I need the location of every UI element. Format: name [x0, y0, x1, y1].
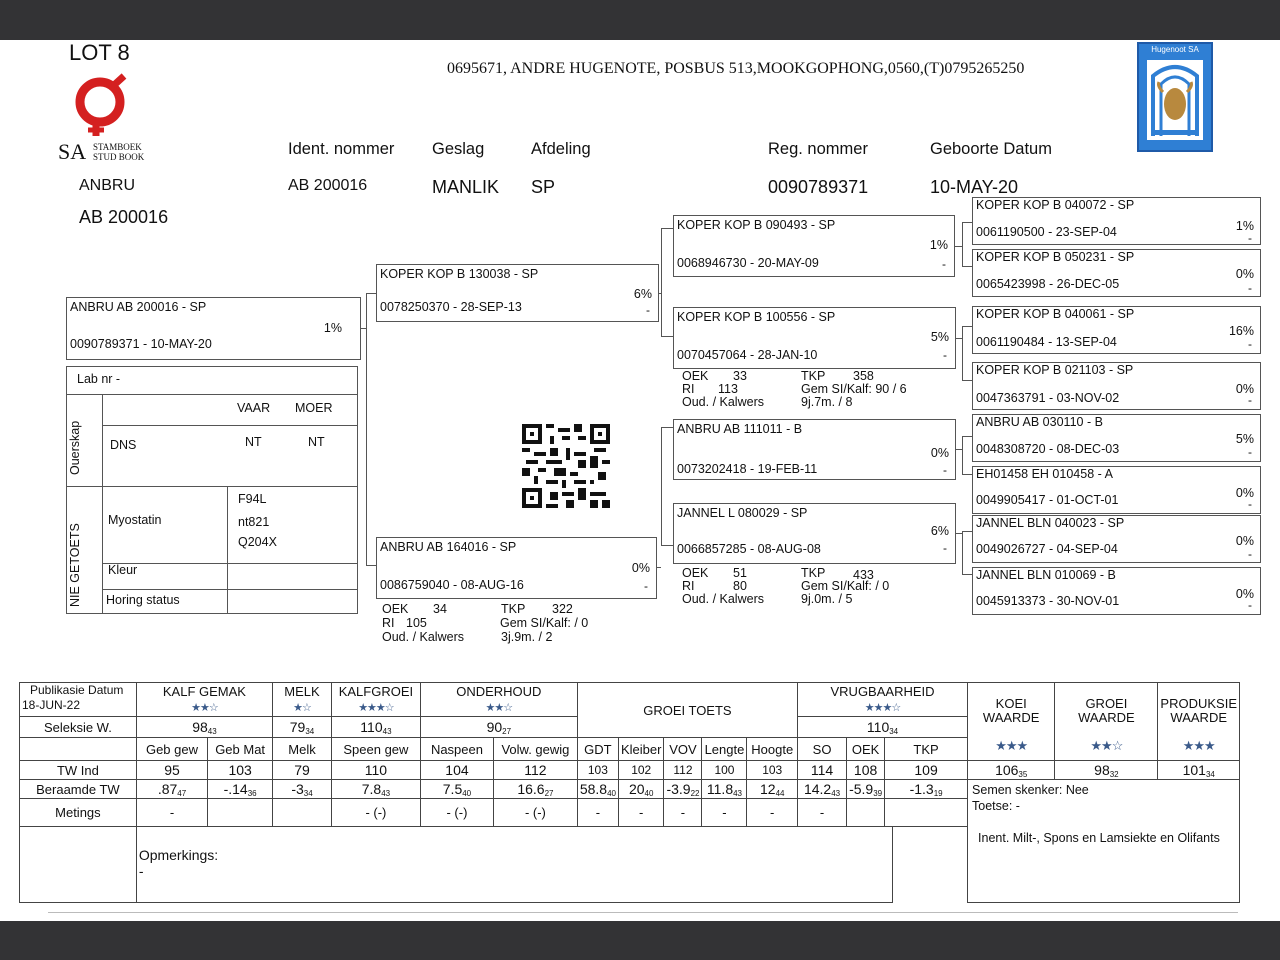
dam-box[interactable]: ANBRU AB 164016 - SP 0% 0086759040 - 08-AUG-16 -	[376, 537, 657, 599]
melk-header: MELK ★☆	[273, 683, 332, 717]
bull-head-crest-icon	[1143, 56, 1207, 146]
tw-index-row: TW Ind 95 103 79 110 104 112 103 102 112 100 103 114 108 109 $106_{35}$ $98_{32}$ $101_{34}$	[20, 761, 1240, 780]
koei-waarde-header: KOEI WAARDE ★★★	[968, 683, 1055, 761]
qr-code-icon	[522, 424, 610, 508]
footer-divider	[48, 912, 1238, 913]
produksie-waarde-header: PRODUKSIE WAARDE ★★★	[1158, 683, 1240, 761]
great-grandparent-box-8[interactable]: JANNEL BLN 010069 - B 0% 0045913373 - 30-NOV-01 -	[972, 567, 1261, 615]
lab-section: Lab nr - Ouerskap NIE GETOETS VAAR MOER DNS NT NT Myostatin F94L nt821 Q204X Kleur Horing status	[66, 366, 358, 614]
owner-line: 0695671, ANDRE HUGENOTE, POSBUS 513,MOOKGOPHONG,0560,(T)0795265250	[447, 60, 1025, 77]
opmerkings-cell: Opmerkings: -	[136, 827, 892, 903]
animal-afdeling: SP	[531, 177, 556, 197]
grandparent-2-stats: OEK 33 TKP 358 RI 113 Gem SI/Kalf: 90 / 6 Oud. / Kalwers 9j.7m. / 8	[682, 369, 907, 409]
top-bar	[0, 0, 1280, 40]
animal-ident-code: AB 200016	[79, 207, 169, 227]
grandparent-4-stats: OEK 51 TKP 433 RI 80 Gem SI/Kalf: / 0 Oud. / Kalwers 9j.0m. / 5	[682, 566, 890, 606]
great-grandparent-box-4[interactable]: KOPER KOP B 021103 - SP 0% 0047363791 - 03-NOV-02 -	[972, 362, 1261, 410]
great-grandparent-box-3[interactable]: KOPER KOP B 040061 - SP 16% 0061190484 - 13-SEP-04 -	[972, 306, 1261, 354]
grandparent-box-1[interactable]: KOPER KOP B 090493 - SP 1% 0068946730 - 20-MAY-09 -	[673, 215, 955, 277]
onderhoud-header: ONDERHOUD ★★☆	[420, 683, 577, 717]
animal-herd: ANBRU	[79, 177, 136, 194]
kalf-gemak-header: KALF GEMAK ★★☆	[136, 683, 272, 717]
header-ident: Ident. nommer	[288, 140, 395, 158]
publication-date-cell: Publikasie Datum 18-JUN-22	[20, 683, 137, 717]
lot-number: LOT 8	[69, 40, 130, 65]
header-afdeling: Afdeling	[531, 140, 591, 158]
performance-table	[19, 682, 1240, 903]
groei-toets-header: GROEI TOETS	[577, 683, 797, 738]
grandparent-box-3[interactable]: ANBRU AB 111011 - B 0% 0073202418 - 19-FEB-11 -	[673, 419, 956, 480]
vrugbaarheid-header: VRUGBAARHEID ★★★☆	[798, 683, 968, 717]
beraamde-tw-row: Beraamde TW $.87_{47}$ $-.14_{36}$ $-3_{34}$ $7.8_{43}$ $7.5_{40}$ $16.6_{27}$ $58.8_{40}$ $20_{40}$ $-3.9_{22}$ $11.8_{43}$ $12_{44}$ $14.2_{43}$ $-5.9_{39}$ $-1.3_{19}$ Semen skenker: Nee Toetse: - Inent. Milt-, Spons en Lamsiekte en Olifants	[20, 780, 1240, 799]
great-grandparent-box-2[interactable]: KOPER KOP B 050231 - SP 0% 0065423998 - 26-DEC-05 -	[972, 249, 1261, 297]
header-geboorte: Geboorte Datum	[930, 140, 1052, 158]
animal-geboorte: 10-MAY-20	[930, 177, 1019, 197]
notes-cell: Semen skenker: Nee Toetse: - Inent. Milt-, Spons en Lamsiekte en Olifants	[968, 780, 1240, 903]
group-header-row	[20, 683, 1240, 717]
animal-ident: AB 200016	[288, 177, 368, 194]
grandparent-box-2[interactable]: KOPER KOP B 100556 - SP 5% 0070457064 - 28-JAN-10 -	[673, 307, 956, 369]
grandparent-box-4[interactable]: JANNEL L 080029 - SP 6% 0066857285 - 08-AUG-08 -	[673, 503, 956, 564]
header-reg: Reg. nommer	[768, 140, 868, 158]
great-grandparent-box-1[interactable]: KOPER KOP B 040072 - SP 1% 0061190500 - 23-SEP-04 -	[972, 197, 1261, 245]
kalfgroei-header: KALFGROEI ★★★☆	[331, 683, 420, 717]
great-grandparent-box-7[interactable]: JANNEL BLN 040023 - SP 0% 0049026727 - 04-SEP-04 -	[972, 515, 1261, 563]
great-grandparent-box-5[interactable]: ANBRU AB 030110 - B 5% 0048308720 - 08-DEC-03 -	[972, 414, 1261, 462]
breed-logo: Hugenoot SA	[1137, 42, 1213, 152]
sire-box[interactable]: KOPER KOP B 130038 - SP 6% 0078250370 - 28-SEP-13 -	[376, 264, 659, 322]
selection-row: Seleksie W. $98_{43}$ $79_{34}$ $110_{43}$ $90_{27}$ $110_{34}$	[20, 717, 1240, 738]
subject-animal-box[interactable]: ANBRU AB 200016 - SP 1% 0090789371 - 10-MAY-20	[66, 297, 361, 360]
great-grandparent-box-6[interactable]: EH01458 EH 010458 - A 0% 0049905417 - 01-OCT-01 -	[972, 466, 1261, 514]
metings-row: Metings - - (-) - (-) - (-) - - - - - -	[20, 799, 1240, 827]
animal-geslag: MANLIK	[432, 177, 500, 197]
bottom-bar	[0, 921, 1280, 960]
groei-waarde-header: GROEI WAARDE ★★☆	[1055, 683, 1158, 761]
animal-reg: 0090789371	[768, 177, 869, 197]
sa-stamboek-logo: SA STAMBOEK STUD BOOK	[58, 72, 158, 167]
column-header-row: Geb gew Geb Mat Melk Speen gew Naspeen Volw. gewig GDT Kleiber VOV Lengte Hoogte SO OEK TKP	[20, 738, 1240, 761]
header-geslag: Geslag	[432, 140, 485, 158]
dam-stats: OEK 34 TKP 322 RI 105 Gem SI/Kalf: / 0 Oud. / Kalwers 3j.9m. / 2	[382, 602, 589, 644]
